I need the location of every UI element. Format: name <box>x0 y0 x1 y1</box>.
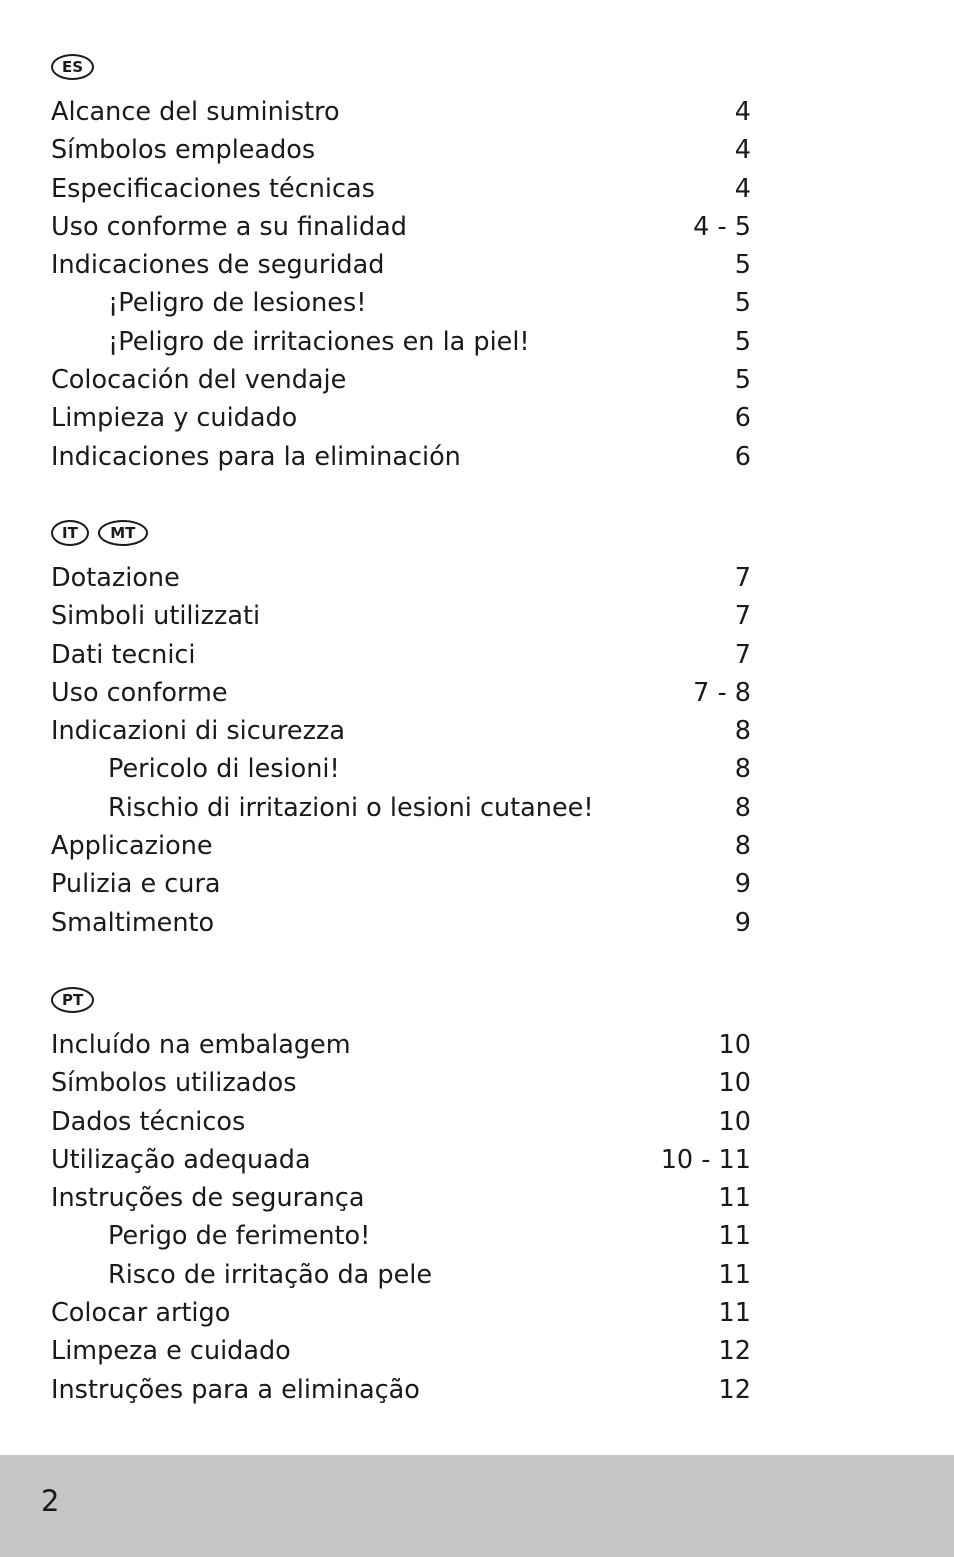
toc-entry-page: 10 - 11 <box>660 1144 751 1175</box>
toc-entry[interactable] <box>51 1332 751 1370</box>
toc-entry[interactable] <box>51 1103 751 1141</box>
toc-entry-label: Símbolos empleados <box>51 135 316 166</box>
toc-entry[interactable] <box>51 170 751 208</box>
toc-entry-label: Dotazione <box>51 563 180 593</box>
toc-entry-label: Perigo de ferimento! <box>108 1221 371 1252</box>
toc-entry[interactable] <box>51 904 751 942</box>
language-badges <box>51 518 751 548</box>
toc-entry-page: 6 <box>734 403 751 434</box>
toc-entry-label: Simboli utilizzati <box>51 601 261 632</box>
language-badges <box>51 52 751 82</box>
toc-entry-label: Applicazione <box>51 831 213 862</box>
toc-entry-page: 8 <box>734 792 751 823</box>
toc-entry-label: Uso conforme a su finalidad <box>51 211 407 242</box>
toc-entry-page: 11 <box>718 1298 751 1329</box>
language-badge-it: IT <box>51 520 89 546</box>
toc-entry-label: Pulizia e cura <box>51 869 221 900</box>
toc-entry[interactable] <box>51 361 751 399</box>
toc-entry[interactable] <box>51 1141 751 1179</box>
toc-entry-page: 5 <box>734 250 751 281</box>
toc-entry-label: Utilização adequada <box>51 1144 311 1175</box>
toc-entry-label: Pericolo di lesioni! <box>108 754 340 785</box>
toc-entry-page: 9 <box>734 869 751 900</box>
toc-entry[interactable] <box>51 208 751 246</box>
toc-entry-label: Rischio di irritazioni o lesioni cutanee! <box>108 792 594 823</box>
language-badge-mt: MT <box>98 520 148 546</box>
toc-entry-label: Dados técnicos <box>51 1106 246 1137</box>
toc-entry-page: 10 <box>718 1106 751 1137</box>
toc-entry-page: 8 <box>734 831 751 862</box>
toc-subentry[interactable] <box>51 750 751 788</box>
toc-entry-page: 9 <box>734 907 751 938</box>
toc-entry-label: Colocación del vendaje <box>51 365 347 396</box>
toc-entry-page: 8 <box>734 754 751 785</box>
toc-entry-page: 4 <box>734 135 751 166</box>
toc-subentry[interactable] <box>51 1217 751 1255</box>
toc-entry-page: 12 <box>718 1374 751 1405</box>
toc-subentry[interactable] <box>51 284 751 322</box>
toc-entry-label: Incluído na embalagem <box>51 1030 351 1060</box>
language-badge-pt: PT <box>51 987 94 1013</box>
toc-entry-page: 7 <box>734 639 751 670</box>
toc-entry-label: Dati tecnici <box>51 639 196 670</box>
toc-entry-label: ¡Peligro de irritaciones en la piel! <box>108 326 530 357</box>
toc-entry-label: Smaltimento <box>51 907 215 938</box>
toc-entry[interactable] <box>51 1026 751 1064</box>
toc-entry-page: 11 <box>718 1183 751 1214</box>
toc-entry[interactable] <box>51 865 751 903</box>
page-number: 2 <box>41 1484 60 1518</box>
toc-entry[interactable] <box>51 93 751 131</box>
toc-entry-label: Símbolos utilizados <box>51 1068 297 1099</box>
toc-entry[interactable] <box>51 636 751 674</box>
toc-entry-page: 10 <box>718 1030 751 1060</box>
toc-entry-label: Indicaciones de seguridad <box>51 250 385 281</box>
toc-section-es <box>51 52 751 476</box>
toc-entry-page: 4 - 5 <box>693 211 751 242</box>
toc-subentry[interactable] <box>51 1256 751 1294</box>
toc-entry-page: 7 <box>734 601 751 632</box>
toc-entry[interactable] <box>51 1064 751 1102</box>
language-badges <box>51 985 751 1015</box>
toc-entry[interactable] <box>51 597 751 635</box>
toc-section-it-mt <box>51 518 751 942</box>
toc-entry-label: Especificaciones técnicas <box>51 173 375 204</box>
toc-entry[interactable] <box>51 712 751 750</box>
toc-subentry[interactable] <box>51 789 751 827</box>
toc-entry-label: Uso conforme <box>51 677 228 708</box>
toc-entry-page: 7 <box>734 563 751 593</box>
toc-entry-label: Instruções de segurança <box>51 1183 365 1214</box>
toc-entry-page: 5 <box>734 288 751 319</box>
toc-entry-page: 10 <box>718 1068 751 1099</box>
toc-entry-page: 7 - 8 <box>693 677 751 708</box>
toc-entry[interactable] <box>51 1179 751 1217</box>
toc-entry-page: 8 <box>734 716 751 747</box>
toc-entry-page: 4 <box>734 97 751 127</box>
toc-entry-page: 6 <box>734 441 751 472</box>
toc-entry-label: Instruções para a eliminação <box>51 1374 420 1405</box>
toc-entry-label: Indicazioni di sicurezza <box>51 716 345 747</box>
toc-entry[interactable] <box>51 131 751 169</box>
toc-entry[interactable] <box>51 1371 751 1409</box>
toc-entry[interactable] <box>51 674 751 712</box>
toc-entry[interactable] <box>51 559 751 597</box>
toc-entry-page: 5 <box>734 326 751 357</box>
toc-entry-label: Risco de irritação da pele <box>108 1259 433 1290</box>
toc-entry-label: Colocar artigo <box>51 1298 231 1329</box>
toc-entry-label: ¡Peligro de lesiones! <box>108 288 367 319</box>
page-footer <box>0 1455 954 1557</box>
toc-entry-page: 11 <box>718 1259 751 1290</box>
toc-entry-label: Limpieza y cuidado <box>51 403 298 434</box>
toc-entry[interactable] <box>51 246 751 284</box>
toc-entry-page: 5 <box>734 365 751 396</box>
toc-entry[interactable] <box>51 438 751 476</box>
toc-entry-page: 4 <box>734 173 751 204</box>
toc-entry-label: Alcance del suministro <box>51 97 340 127</box>
toc-entry[interactable] <box>51 1294 751 1332</box>
toc-subentry[interactable] <box>51 323 751 361</box>
toc-section-pt <box>51 985 751 1409</box>
toc-entry-page: 11 <box>718 1221 751 1252</box>
toc-entry[interactable] <box>51 827 751 865</box>
toc-entry-page: 12 <box>718 1336 751 1367</box>
toc-entry[interactable] <box>51 399 751 437</box>
toc-entry-label: Indicaciones para la eliminación <box>51 441 461 472</box>
language-badge-es: ES <box>51 54 94 80</box>
toc-entry-label: Limpeza e cuidado <box>51 1336 291 1367</box>
